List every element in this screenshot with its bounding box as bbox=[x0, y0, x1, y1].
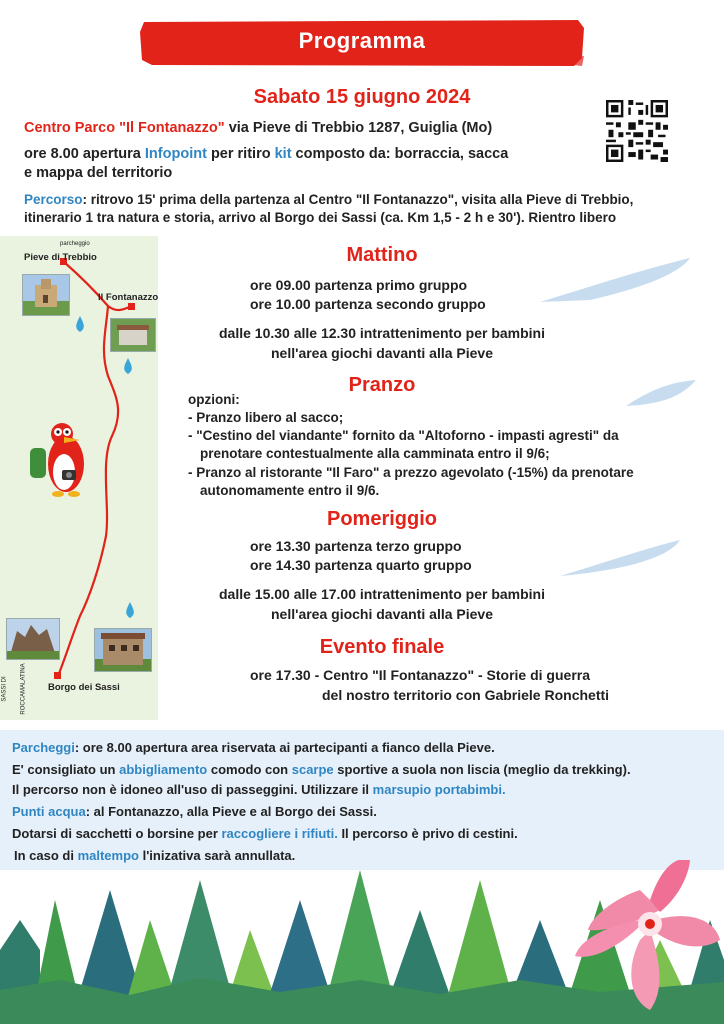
route-map bbox=[0, 236, 158, 720]
photo-borgo bbox=[94, 628, 152, 672]
page-title: Programma bbox=[298, 28, 426, 53]
percorso-text: : ritrovo 15' prima della partenza al Centro "Il Fontanazzo", visita alla Pieve di Trebbio, bbox=[82, 192, 634, 207]
marsupio-highlight: marsupio portabimbi. bbox=[372, 782, 506, 797]
mattino-activity: dalle 10.30 alle 12.30 intrattenimento per bambini bbox=[218, 325, 545, 341]
kit-highlight: kit bbox=[274, 146, 292, 162]
pomeriggio-activity: dalle 15.00 alle 17.00 intrattenimento per bambini bbox=[218, 586, 545, 602]
pranzo-option-2: - "Cestino del viandante" fornito da "Altoforno - impasti agresti" da bbox=[188, 428, 619, 443]
event-date: Sabato 15 giugno 2024 bbox=[253, 86, 471, 108]
section-pranzo: Pranzo bbox=[348, 374, 416, 396]
acqua-text: : al Fontanazzo, alla Pieve e al Borgo dei Sassi. bbox=[85, 804, 377, 819]
map-label-fontanazzo: Il Fontanazzo bbox=[98, 292, 158, 303]
abb-text-2: comodo con bbox=[207, 762, 292, 777]
info-punti-acqua bbox=[12, 804, 377, 819]
rif-text-2: Il percorso è privo di cestini. bbox=[337, 826, 518, 841]
venue-address: via Pieve di Trebbio 1287, Guiglia (Mo) bbox=[224, 120, 493, 136]
pranzo-option-1: - Pranzo libero al sacco; bbox=[188, 410, 344, 425]
section-evento-finale: Evento finale bbox=[319, 636, 445, 658]
rifiuti-highlight: raccogliere i rifiuti. bbox=[221, 826, 338, 841]
infopoint-text-3: composto da: borraccia, sacca bbox=[291, 146, 509, 162]
infopoint-line-2: e mappa del territorio bbox=[24, 165, 173, 181]
pomeriggio-group-4: ore 14.30 partenza quarto gruppo bbox=[250, 557, 472, 573]
abb-text-3: sportive a suola non liscia (meglio da trekking). bbox=[333, 762, 631, 777]
scarpe-highlight: scarpe bbox=[291, 762, 334, 777]
info-box bbox=[0, 730, 724, 870]
rif-text-1: Dotarsi di sacchetti o borsine per bbox=[12, 826, 222, 841]
mal-text-1: In caso di bbox=[14, 848, 78, 863]
section-mattino: Mattino bbox=[346, 244, 418, 266]
abb-text-1: E' consigliato un bbox=[12, 762, 120, 777]
evento-line-1: ore 17.30 - Centro "Il Fontanazzo" - Storie di guerra bbox=[250, 667, 590, 683]
map-label-sassi bbox=[1, 663, 34, 715]
abbigliamento-highlight: abbigliamento bbox=[119, 762, 208, 777]
maltempo-highlight: maltempo bbox=[77, 848, 139, 863]
percorso-line-2: itinerario 1 tra natura e storia, arrivo al Borgo dei Sassi (ca. Km 1,5 - 2 h e 30'). Rientro libero bbox=[24, 210, 617, 225]
water-drop-icon bbox=[126, 602, 134, 618]
qr-code[interactable] bbox=[606, 100, 668, 162]
pass-text: Il percorso non è idoneo all'uso di passeggini. Utilizzare il bbox=[12, 782, 373, 797]
venue-line bbox=[24, 120, 492, 136]
evento-line-2: del nostro territorio con Gabriele Ronchetti bbox=[322, 687, 610, 703]
pomeriggio-activity-2: nell'area giochi davanti alla Pieve bbox=[271, 606, 493, 622]
sassi-label-2: ROCCAMALATINA bbox=[20, 663, 27, 715]
pomeriggio-group-3: ore 13.30 partenza terzo gruppo bbox=[250, 538, 462, 554]
info-rifiuti bbox=[12, 826, 518, 841]
info-passeggini bbox=[12, 782, 506, 797]
map-label-pieve: Pieve di Trebbio bbox=[24, 252, 97, 263]
info-abbigliamento bbox=[12, 762, 631, 777]
pranzo-option-3-cont: autonomamente entro il 9/6. bbox=[200, 483, 380, 498]
percorso-label: Percorso bbox=[24, 192, 83, 207]
infopoint-text: ore 8.00 apertura bbox=[24, 146, 145, 162]
photo-sassi bbox=[6, 618, 60, 660]
infopoint-text-2: per ritiro bbox=[206, 146, 275, 162]
info-parcheggi bbox=[12, 740, 495, 755]
parcheggi-text: : ore 8.00 apertura area riservata ai partecipanti a fianco della Pieve. bbox=[74, 740, 495, 755]
parcheggi-label: Parcheggi bbox=[12, 740, 75, 755]
penguin-mascot-icon bbox=[30, 423, 84, 497]
pranzo-option-3: - Pranzo al ristorante "Il Faro" a prezzo agevolato (-15%) da prenotare bbox=[188, 465, 634, 480]
photo-fontanazzo bbox=[110, 318, 156, 352]
mattino-group-2: ore 10.00 partenza secondo gruppo bbox=[250, 296, 486, 312]
sassi-label-1: SASSI DI bbox=[1, 676, 8, 702]
map-label-parcheggio: parcheggio bbox=[60, 241, 90, 247]
pranzo-option-2-cont: prenotare contestualmente alla camminata entro il 9/6; bbox=[200, 446, 550, 461]
mal-text-2: l'inizativa sarà annullata. bbox=[138, 848, 296, 863]
pranzo-options-label: opzioni: bbox=[188, 392, 240, 407]
mattino-activity-2: nell'area giochi davanti alla Pieve bbox=[271, 345, 493, 361]
forest-illustration bbox=[0, 860, 724, 1024]
venue-name: Centro Parco "Il Fontanazzo" bbox=[24, 120, 225, 136]
water-drop-icon bbox=[76, 316, 84, 332]
infopoint-highlight: Infopoint bbox=[144, 146, 207, 162]
map-label-borgo: Borgo dei Sassi bbox=[48, 682, 120, 693]
acqua-label: Punti acqua bbox=[12, 804, 86, 819]
section-pomeriggio: Pomeriggio bbox=[326, 508, 437, 530]
decor-brush-strokes-2 bbox=[540, 530, 690, 590]
infopoint-line bbox=[24, 146, 508, 162]
mattino-group-1: ore 09.00 partenza primo gruppo bbox=[250, 277, 468, 293]
photo-pieve bbox=[22, 274, 70, 316]
water-drop-icon bbox=[124, 358, 132, 374]
percorso-line bbox=[24, 192, 633, 207]
